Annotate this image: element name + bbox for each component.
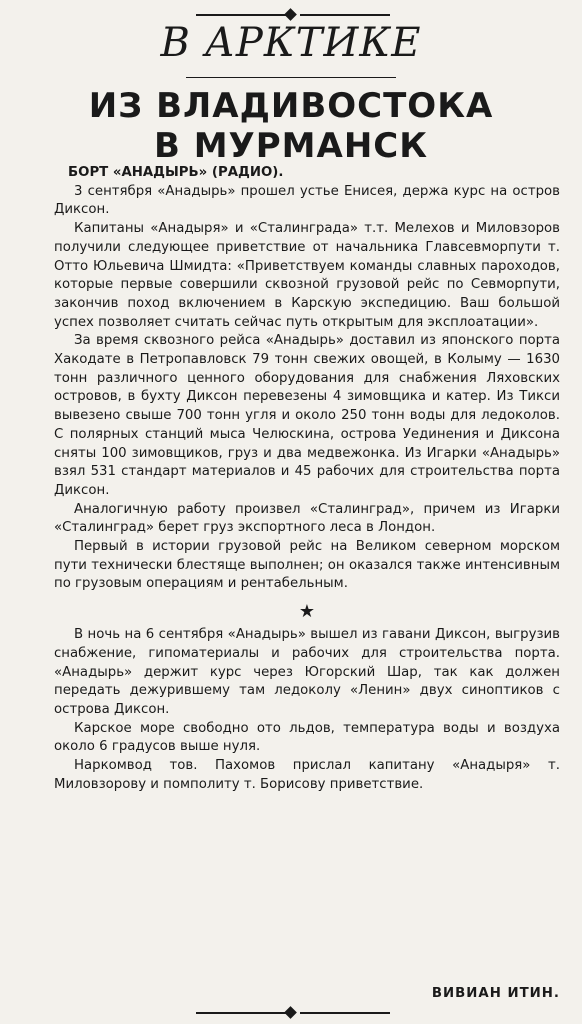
paragraph-5: Первый в истории грузовой рейс на Великом северном морском пути технически блестяще выполнен; он оказался также интенсивным по грузовым операциям и рентабельным. <box>54 539 560 592</box>
paragraph-4: Аналогичную работу произвел «Сталинград», причем из Игарки «Сталинград» берет груз экспортного леса в Лондон. <box>54 501 560 536</box>
author-signature: ВИВИАН ИТИН. <box>431 986 560 1001</box>
section-rubric: В АРКТИКЕ <box>160 20 422 66</box>
paragraph-7: Карское море свободно ото льдов, температура воды и воздуха около 6 градусов выше нуля. <box>54 720 560 755</box>
paragraph-2: Капитаны «Анадыря» и «Сталинграда» т.т. Мелехов и Миловзоров получили следующее приветствие от начальника Главсевморпути т. Отто Юльевича Шмидта: «Приветствуем команды славных пароходов, которые первые совершили сквозной грузовой рейс по Севморпути, закончив поход включением в Карскую экспедицию. Ваш большой успех позволяет считать сейчас путь открытым для эксплоатации». <box>54 221 560 330</box>
paragraph-8: Наркомвод тов. Пахомов прислал капитану «Анадыря» т. Миловзорову и помполиту т. Борисову приветствие. <box>54 758 560 792</box>
dateline: БОРТ «АНАДЫРЬ» (РАДИО). <box>68 165 284 180</box>
star-separator-icon: ★ <box>298 601 316 623</box>
paragraph-3: За время сквозного рейса «Анадырь» доставил из японского порта Хакодате в Петропавловск 79 тонн свежих овощей, в Колыму — 1630 тонн различного ценного оборудования для снабжения Ляховских островов, в бухту Диксон перевезены 4 зимовщика и катер. Из Тикси вывезено свыше 700 тонн угля и около 250 тонн воды для ледоколов. С полярных станций мыса Челюскина, острова Уединения и Диксона сняты 100 зимовщиков, груз и два медвежонка. Из Игарки «Анадырь» взял 531 стандарт материалов и 45 рабочих для строительства порта Диксон. <box>54 333 560 498</box>
paragraph-6: В ночь на 6 сентября «Анадырь» вышел из гавани Диксон, выгрузив снабжение, гипоматериалы и рабочих для строительства порта. «Анадырь» держит курс через Югорский Шар, так как должен передать дежурившему там ледоколу «Ленин» двух синоптиков с острова Диксон. <box>54 627 560 717</box>
bottom-ornament-rule <box>0 1006 582 1020</box>
paragraph-1: 3 сентября «Анадырь» прошел устье Енисея, держа курс на остров Диксон. <box>54 183 560 218</box>
headline-line-1: ИЗ ВЛАДИВОСТОКА <box>88 86 494 126</box>
rubric-rule <box>0 72 582 86</box>
article-headline <box>0 86 582 166</box>
article-body <box>54 164 560 795</box>
headline-line-2: В МУРМАНСК <box>153 126 429 166</box>
